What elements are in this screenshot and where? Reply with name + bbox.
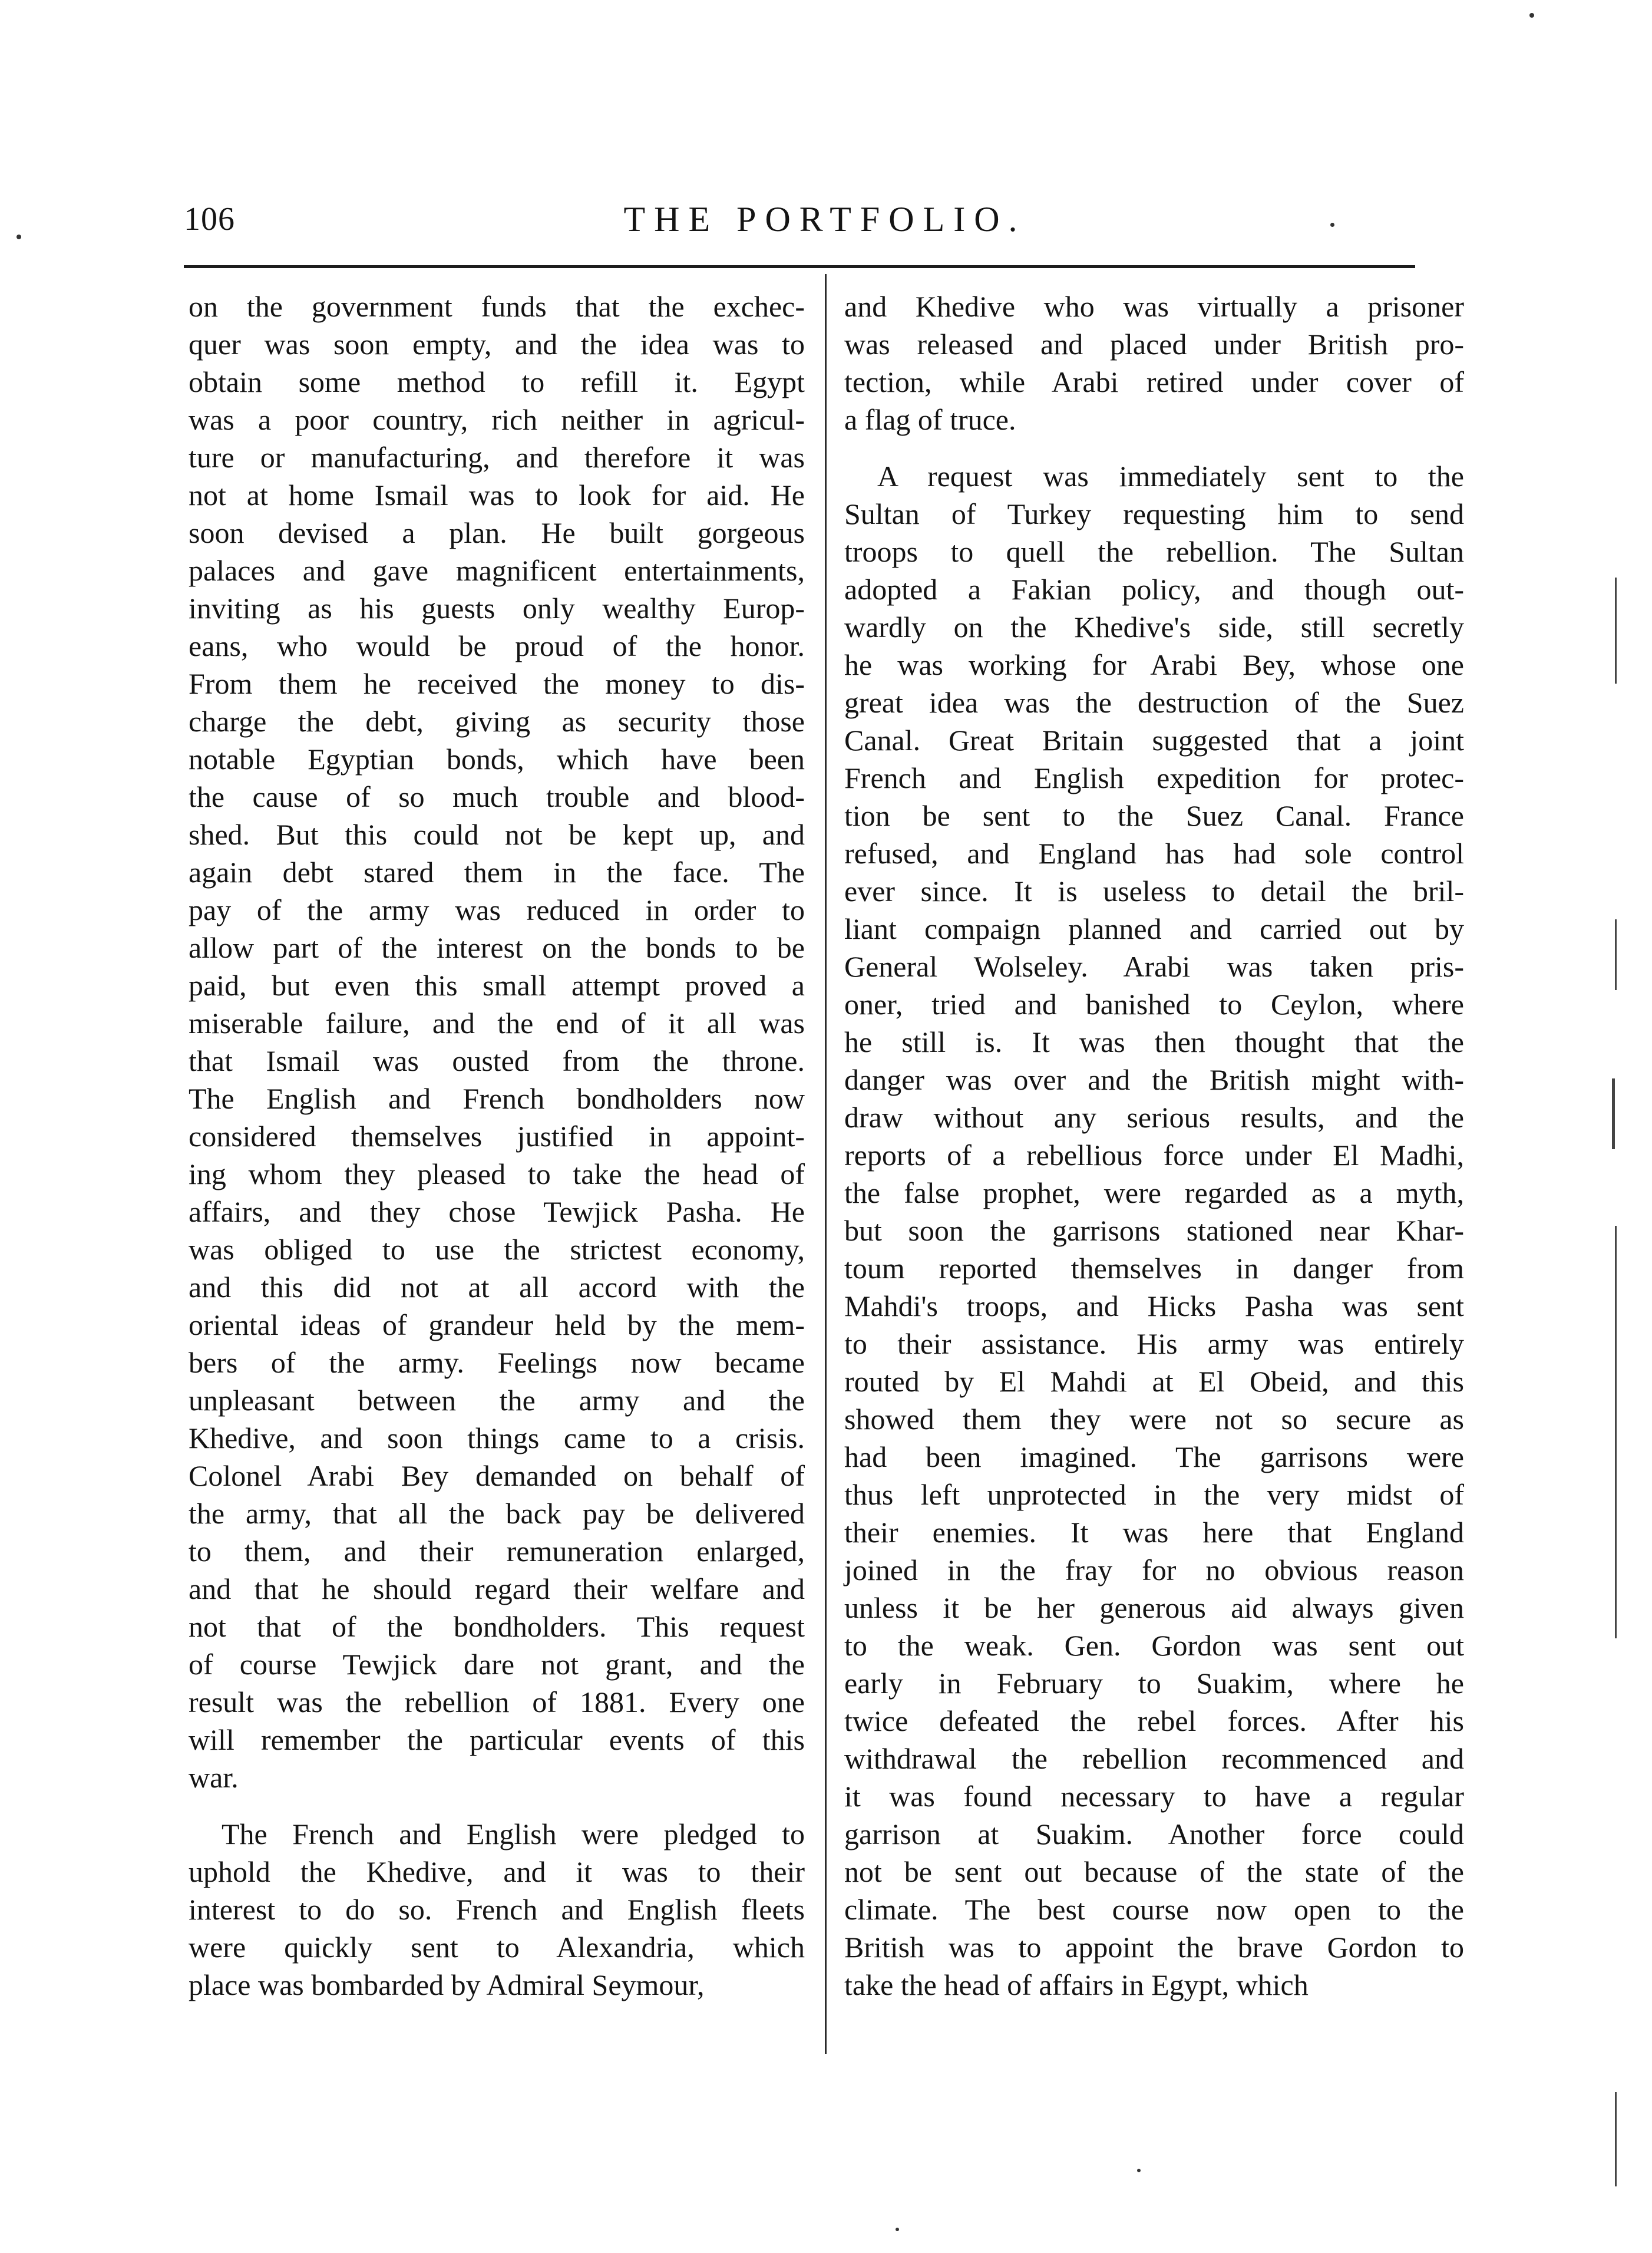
text-line: was obliged to use the strictest economy, — [189, 1233, 805, 1266]
text-line: unpleasant between the army and the — [189, 1384, 805, 1417]
text-line: inviting as his guests only wealthy Europ- — [189, 592, 805, 625]
text-line: Colonel Arabi Bey demanded on behalf of — [189, 1459, 805, 1492]
text-line: ever since. It is useless to detail the bril- — [844, 875, 1464, 908]
text-line: had been imagined. The garrisons were — [844, 1440, 1464, 1473]
text-line: miserable failure, and the end of it all was — [189, 1007, 805, 1040]
text-line: climate. The best course now open to the — [844, 1893, 1464, 1926]
text-line: of course Tewjick dare not grant, and the — [189, 1648, 805, 1681]
text-line: palaces and gave magnificent entertainments, — [189, 554, 805, 587]
margin-mark — [1615, 2092, 1617, 2186]
text-line: wardly on the Khedive's side, still secretly — [844, 611, 1464, 644]
text-line: a flag of truce. — [844, 403, 1016, 436]
text-line: refused, and England has had sole control — [844, 837, 1464, 870]
paragraph — [189, 1815, 805, 2004]
text-line: The English and French bondholders now — [189, 1082, 805, 1115]
text-line: oriental ideas of grandeur held by the mem- — [189, 1308, 805, 1341]
column-divider — [825, 274, 827, 2054]
scan-speck — [1330, 223, 1334, 227]
text-line: obtain some method to refill it. Egypt — [189, 365, 805, 398]
text-line: quer was soon empty, and the idea was to — [189, 328, 805, 361]
text-line: on the government funds that the exchec- — [189, 290, 805, 323]
header-rule — [184, 265, 1415, 268]
text-line: result was the rebellion of 1881. Every one — [189, 1685, 805, 1718]
text-line: From them he received the money to dis- — [189, 667, 805, 700]
text-line: charge the debt, giving as security those — [189, 705, 805, 738]
left-column — [189, 288, 805, 2004]
right-column — [844, 288, 1464, 2004]
text-line: notable Egyptian bonds, which have been — [189, 743, 805, 776]
text-line: withdrawal the rebellion recommenced and — [844, 1742, 1464, 1775]
text-line: considered themselves justified in appoint- — [189, 1120, 805, 1153]
text-line: was a poor country, rich neither in agricul- — [189, 403, 805, 436]
page-number: 106 — [184, 201, 235, 237]
text-line: it was found necessary to have a regular — [844, 1780, 1464, 1813]
text-line: toum reported themselves in danger from — [844, 1252, 1464, 1285]
text-line: tion be sent to the Suez Canal. France — [844, 799, 1464, 832]
text-line: to their assistance. His army was entirely — [844, 1327, 1464, 1360]
text-line: he still is. It was then thought that the — [844, 1025, 1464, 1058]
text-line: Sultan of Turkey requesting him to send — [844, 497, 1464, 530]
text-line: draw without any serious results, and the — [844, 1101, 1464, 1134]
paragraph — [844, 457, 1464, 2004]
text-line: and that he should regard their welfare and — [189, 1572, 805, 1605]
text-line: early in February to Suakim, where he — [844, 1667, 1464, 1700]
text-line: their enemies. It was here that England — [844, 1516, 1464, 1549]
text-line: the army, that all the back pay be delivered — [189, 1497, 805, 1530]
text-line: he was working for Arabi Bey, whose one — [844, 648, 1464, 681]
text-line: not be sent out because of the state of the — [844, 1855, 1464, 1888]
text-line: was released and placed under British pro- — [844, 328, 1464, 361]
scan-speck — [16, 235, 21, 239]
text-line: and this did not at all accord with the — [189, 1271, 805, 1304]
text-line: British was to appoint the brave Gordon to — [844, 1931, 1464, 1964]
text-line: French and English expedition for protec- — [844, 761, 1464, 794]
text-line: the cause of so much trouble and blood- — [189, 780, 805, 813]
text-line: Canal. Great Britain suggested that a joint — [844, 724, 1464, 757]
text-line: A request was immediately sent to the — [877, 460, 1464, 493]
text-line: joined in the fray for no obvious reason — [844, 1553, 1464, 1586]
text-line: again debt stared them in the face. The — [189, 856, 805, 889]
text-line: will remember the particular events of this — [189, 1723, 805, 1756]
text-line: and Khedive who was virtually a prisoner — [844, 290, 1464, 323]
scan-speck — [1529, 13, 1534, 18]
text-line: but soon the garrisons stationed near Khar- — [844, 1214, 1464, 1247]
text-line: war. — [189, 1761, 239, 1794]
running-title: THE PORTFOLIO. — [623, 200, 1026, 239]
paragraph — [189, 288, 805, 1796]
text-line: to the weak. Gen. Gordon was sent out — [844, 1629, 1464, 1662]
text-line: General Wolseley. Arabi was taken pris- — [844, 950, 1464, 983]
text-line: shed. But this could not be kept up, and — [189, 818, 805, 851]
text-line: pay of the army was reduced in order to — [189, 893, 805, 926]
text-line: take the head of affairs in Egypt, which — [844, 1968, 1309, 2001]
text-line: troops to quell the rebellion. The Sultan — [844, 535, 1464, 568]
margin-mark — [1615, 919, 1617, 990]
text-line: reports of a rebellious force under El Madhi, — [844, 1139, 1464, 1172]
text-line: Mahdi's troops, and Hicks Pasha was sent — [844, 1289, 1464, 1322]
text-line: to them, and their remuneration enlarged, — [189, 1535, 805, 1568]
text-line: thus left unprotected in the very midst of — [844, 1478, 1464, 1511]
scan-speck — [896, 2228, 899, 2231]
text-line: garrison at Suakim. Another force could — [844, 1817, 1464, 1850]
text-line: allow part of the interest on the bonds to be — [189, 931, 805, 964]
text-line: affairs, and they chose Tewjick Pasha. He — [189, 1195, 805, 1228]
text-line: not that of the bondholders. This request — [189, 1610, 805, 1643]
text-line: the false prophet, were regarded as a myth, — [844, 1176, 1464, 1209]
margin-mark — [1615, 1226, 1617, 1638]
text-line: showed them they were not so secure as — [844, 1403, 1464, 1436]
text-line: The French and English were pledged to — [222, 1817, 805, 1850]
text-line: liant compaign planned and carried out by — [844, 912, 1464, 945]
text-line: eans, who would be proud of the honor. — [189, 629, 805, 662]
text-line: not at home Ismail was to look for aid. He — [189, 479, 805, 512]
text-line: ing whom they pleased to take the head of — [189, 1157, 805, 1190]
text-line: oner, tried and banished to Ceylon, where — [844, 988, 1464, 1021]
text-line: that Ismail was ousted from the throne. — [189, 1044, 805, 1077]
text-line: interest to do so. French and English fleets — [189, 1893, 805, 1926]
text-line: Khedive, and soon things came to a crisis. — [189, 1421, 805, 1454]
text-line: uphold the Khedive, and it was to their — [189, 1855, 805, 1888]
scan-speck — [1137, 2169, 1141, 2172]
text-line: bers of the army. Feelings now became — [189, 1346, 805, 1379]
text-line: danger was over and the British might with- — [844, 1063, 1464, 1096]
text-line: soon devised a plan. He built gorgeous — [189, 516, 805, 549]
text-line: were quickly sent to Alexandria, which — [189, 1931, 805, 1964]
text-line: ture or manufacturing, and therefore it was — [189, 441, 805, 474]
margin-mark — [1612, 1078, 1615, 1149]
text-line: tection, while Arabi retired under cover of — [844, 365, 1464, 398]
text-line: twice defeated the rebel forces. After his — [844, 1704, 1464, 1737]
margin-mark — [1615, 578, 1617, 684]
text-line: unless it be her generous aid always given — [844, 1591, 1464, 1624]
paragraph — [844, 288, 1464, 438]
text-line: place was bombarded by Admiral Seymour, — [189, 1968, 705, 2001]
text-line: paid, but even this small attempt proved a — [189, 969, 805, 1002]
text-line: great idea was the destruction of the Suez — [844, 686, 1464, 719]
text-line: adopted a Fakian policy, and though out- — [844, 573, 1464, 606]
text-line: routed by El Mahdi at El Obeid, and this — [844, 1365, 1464, 1398]
